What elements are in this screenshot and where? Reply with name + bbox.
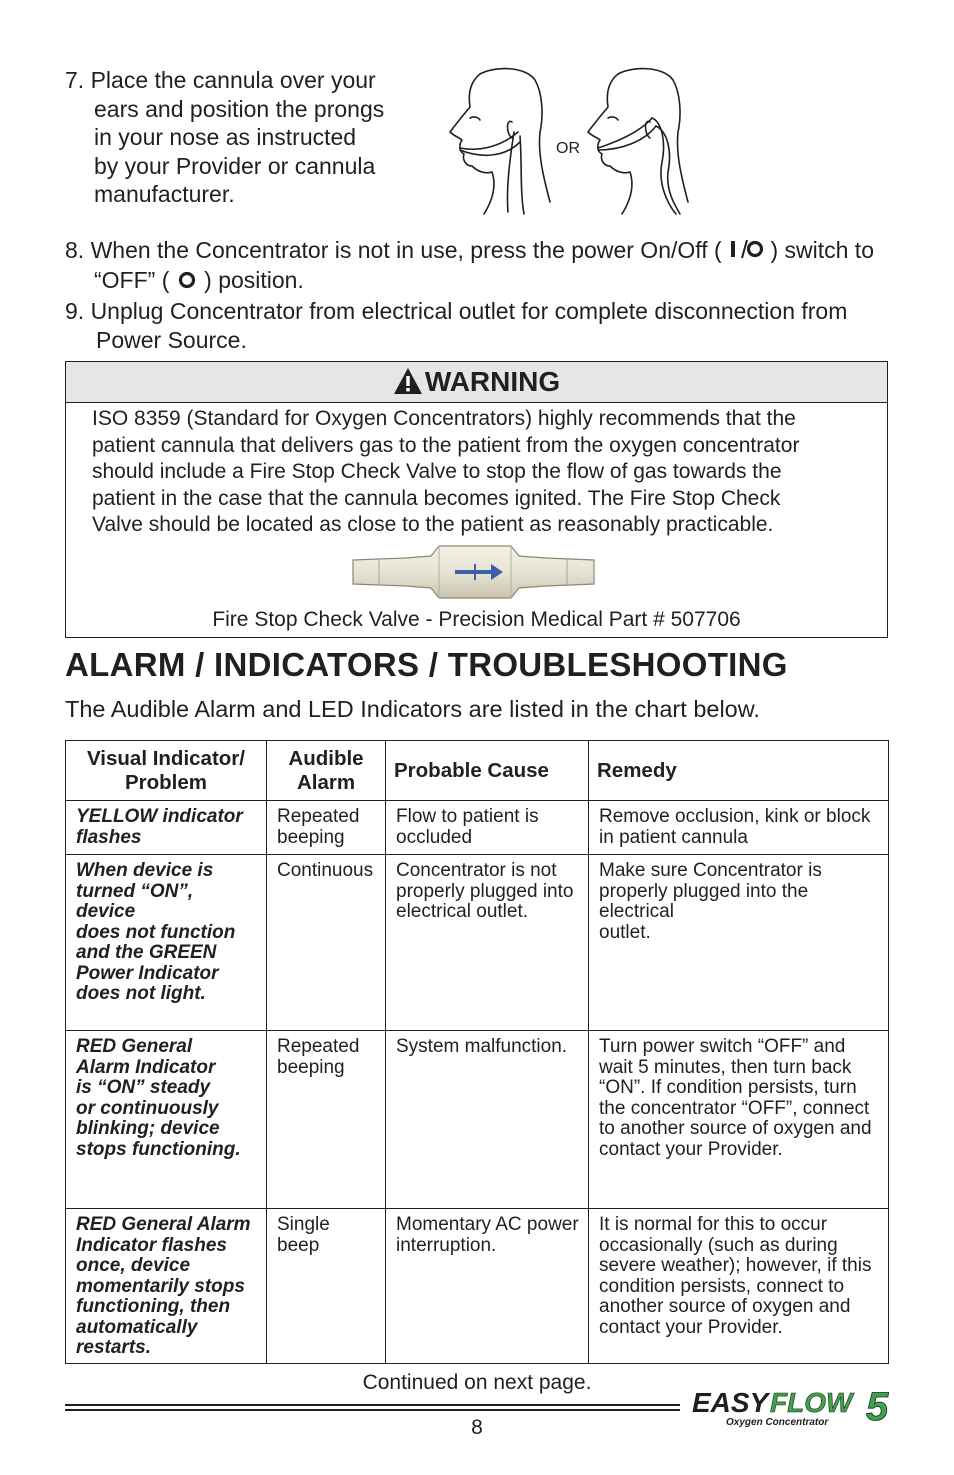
warning-header — [66, 362, 887, 403]
step-8 — [65, 236, 895, 297]
cell-line: turned “ON”, device — [76, 880, 194, 922]
header-remedy — [589, 741, 889, 801]
fire-stop-valve-drawing — [351, 542, 596, 602]
cell-line: functioning, then — [76, 1296, 231, 1317]
cell-line: Make sure Concentrator is — [599, 860, 822, 881]
cell-line: outlet. — [599, 921, 651, 943]
cell-line: stops functioning. — [76, 1138, 241, 1160]
step-7 — [65, 66, 425, 209]
cell-line: “ON”. If condition persists, turn — [599, 1077, 857, 1098]
step-9-text: 9. Unplug Concentrator from electrical outlet for complete disconnection from — [65, 297, 848, 324]
warning-triangle-icon — [393, 367, 423, 395]
easyflow-logo — [690, 1384, 895, 1430]
cell-line: Flow to patient is — [396, 806, 539, 827]
cell-line: or continuously — [76, 1097, 219, 1119]
fire-stop-valve-image — [351, 542, 596, 607]
cell-line: wait 5 minutes, then turn back — [599, 1056, 852, 1078]
cell-line: Momentary AC power — [396, 1214, 579, 1235]
cell-visual — [66, 1031, 267, 1209]
cell-remedy — [589, 855, 889, 1031]
header-line: Probable Cause — [394, 758, 549, 782]
cell-line: does not function — [76, 921, 236, 943]
table-row — [66, 801, 889, 855]
cell-line: YELLOW indicator — [76, 806, 243, 827]
logo-flow: FLOW — [770, 1387, 853, 1418]
or-label: OR — [556, 140, 580, 157]
cell-line: interruption. — [396, 1234, 497, 1256]
cell-line: contact your Provider. — [599, 1316, 783, 1338]
cell-line: condition persists, connect to — [599, 1275, 845, 1297]
cell-line: Repeated — [277, 806, 360, 827]
step-8-text: ) position. — [204, 267, 304, 294]
cell-visual — [66, 855, 267, 1031]
step-7-line: in your nose as instructed — [94, 124, 357, 151]
table-row — [66, 855, 889, 1031]
step-7-line: by your Provider or cannula — [94, 152, 376, 179]
cell-cause — [386, 1209, 589, 1364]
cell-line: restarts. — [76, 1337, 151, 1358]
steps-8-9 — [65, 236, 895, 355]
warning-box — [65, 361, 888, 638]
troubleshooting-table — [65, 740, 889, 1364]
header-line: Alarm — [296, 770, 356, 794]
step-8-text: ) switch to — [770, 237, 874, 263]
cell-line: When device is — [76, 860, 214, 881]
header-line: Problem — [124, 770, 208, 794]
header-audible-alarm — [267, 741, 386, 801]
power-off-icon — [176, 268, 198, 297]
cell-line: the concentrator “OFF”, connect — [599, 1097, 870, 1119]
cell-remedy — [589, 1031, 889, 1209]
warning-line: ISO 8359 (Standard for Oxygen Concentrators) highly recommends that the — [92, 407, 796, 430]
cell-line: automatically — [76, 1316, 198, 1338]
warning-line: patient in the case that the cannula becomes ignited. The Fire Stop Check — [92, 486, 781, 510]
table-row — [66, 1031, 889, 1209]
cell-line: Indicator flashes — [76, 1234, 227, 1256]
step-7-line: manufacturer. — [94, 181, 235, 208]
cell-line: once, device — [76, 1255, 191, 1276]
table-row — [66, 1209, 889, 1364]
section-intro: The Audible Alarm and LED Indicators are listed in the chart below. — [65, 696, 760, 722]
cell-visual — [66, 801, 267, 855]
cell-line: Power Indicator — [76, 962, 219, 984]
valve-caption: Fire Stop Check Valve - Precision Medical Part # 507706 — [212, 608, 741, 631]
cell-line: in patient cannula — [599, 826, 748, 848]
step-9-text: Power Source. — [96, 326, 247, 353]
cell-line: is “ON” steady — [76, 1077, 211, 1098]
cell-line: contact your Provider. — [599, 1138, 783, 1160]
cell-line: severe weather); however, if this — [599, 1255, 872, 1276]
cell-line: occasionally (such as during — [599, 1234, 838, 1256]
cell-line: Turn power switch “OFF” and — [599, 1036, 846, 1057]
header-line: Remedy — [597, 758, 677, 782]
logo-tagline: Oxygen Concentrator — [726, 1417, 829, 1428]
power-off-symbol — [176, 270, 198, 290]
cell-line: beeping — [277, 826, 345, 848]
cell-line: does not light. — [76, 983, 206, 1004]
warning-title: WARNING — [424, 366, 561, 397]
cell-line: Remove occlusion, kink or block — [599, 806, 871, 827]
cell-line: momentarily stops — [76, 1275, 245, 1297]
cell-line: Repeated — [277, 1036, 360, 1057]
cell-remedy — [589, 801, 889, 855]
cell-line: flashes — [76, 826, 142, 848]
cell-visual — [66, 1209, 267, 1364]
step-7-line: ears and position the prongs — [94, 95, 385, 122]
cell-alarm — [267, 1209, 386, 1364]
cell-line: properly plugged into — [396, 880, 574, 902]
cell-line: another source of oxygen and — [599, 1296, 851, 1317]
header-visual-indicator — [66, 741, 267, 801]
cell-line: System malfunction. — [396, 1036, 568, 1057]
easyflow-logo-mark — [690, 1384, 895, 1430]
warning-text — [92, 406, 872, 539]
header-line: Visual Indicator/ — [87, 746, 245, 770]
cell-alarm — [267, 1031, 386, 1209]
cell-alarm — [267, 801, 386, 855]
header-probable-cause — [386, 741, 589, 801]
step-7-line: 7. Place the cannula over your — [65, 67, 376, 93]
cell-line: and the GREEN — [76, 942, 217, 963]
footer-rule-top — [65, 1404, 680, 1406]
cell-line: Concentrator is not — [396, 860, 557, 881]
logo-easy: EASY — [692, 1387, 769, 1418]
cell-line: RED General Alarm — [76, 1214, 251, 1235]
cell-line: Single beep — [277, 1214, 330, 1256]
power-on-off-symbol — [728, 239, 764, 259]
warning-line: patient cannula that delivers gas to the patient from the oxygen concentrator — [92, 433, 800, 457]
cell-cause — [386, 1031, 589, 1209]
warning-line: should include a Fire Stop Check Valve to stop the flow of gas towards the — [92, 460, 782, 483]
table-header-row — [66, 741, 889, 801]
cell-line: beeping — [277, 1056, 345, 1078]
page-number: 8 — [471, 1416, 483, 1439]
cell-cause — [386, 855, 589, 1031]
continued-note: Continued on next page. — [362, 1371, 592, 1394]
cell-remedy — [589, 1209, 889, 1364]
cell-line: to another source of oxygen and — [599, 1118, 872, 1139]
cell-line: blinking; device — [76, 1118, 220, 1139]
step-8-text: “OFF” ( — [94, 267, 170, 294]
header-line: Audible — [288, 746, 364, 770]
cell-line: electrical outlet. — [396, 901, 529, 922]
cell-line: properly plugged into the electrical — [599, 880, 809, 922]
step-8-text: 8. When the Concentrator is not in use, press the power On/Off ( — [65, 237, 722, 263]
cell-line: occluded — [396, 826, 473, 848]
section-title: ALARM / INDICATORS / TROUBLESHOOTING — [65, 646, 788, 683]
warning-line: Valve should be located as close to the patient as reasonably practicable. — [92, 513, 774, 536]
cell-alarm — [267, 855, 386, 1031]
power-on-off-icon — [728, 237, 764, 266]
cell-line: It is normal for this to occur — [599, 1214, 828, 1235]
cell-line: Alarm Indicator — [76, 1056, 216, 1078]
cell-line: Continuous — [277, 860, 374, 881]
cannula-illustration — [440, 62, 710, 220]
step-9 — [65, 297, 895, 355]
logo-five: 5 — [866, 1385, 889, 1429]
footer-rule-bottom — [65, 1409, 680, 1411]
step-8-cont — [65, 266, 895, 296]
cell-cause — [386, 801, 589, 855]
cell-line: RED General — [76, 1036, 193, 1057]
